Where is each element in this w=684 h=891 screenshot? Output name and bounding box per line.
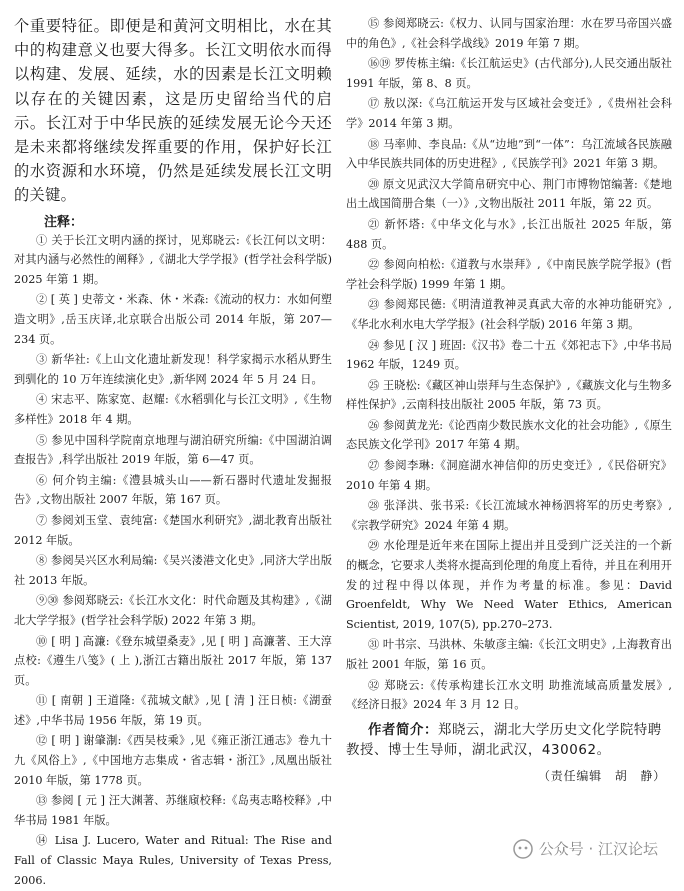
- note-item: ⑨㉚ 参阅郑晓云:《长江水文化：时代命题及其构建》,《湖北大学学报》(哲学社会科学版) 2022 年第 3 期。: [14, 594, 332, 627]
- note-item: ㉕ 王晓松:《藏区神山崇拜与生态保护》,《藏族文化与生物多样性保护》,云南科技出版社 2005 年版，第 73 页。: [346, 378, 672, 412]
- author-text: 郑晓云，湖北大学历史文化学院特聘教授、博士生导师，湖北武汉，430062。: [346, 722, 662, 758]
- note-item: ㉖ 参阅黄龙光:《论西南少数民族水文化的社会功能》,《原生态民族文化学刊》2017 年第 4 期。: [346, 418, 672, 452]
- body-paragraph: 个重要特征。即便是和黄河文明相比，水在其中的构建意义也要大得多。长江文明依水而得以构建、发展、延续，水的因素是长江文明赖以存在的关键因素，这是历史留给当代的启示。长江对于中华民族的延续发展无论今天还是未来都将继续发挥重要的作用，保护好长江的水资源和水环境，仍然是延续发展长江文明的关键。: [14, 17, 332, 205]
- author-label: 作者简介：: [368, 722, 438, 738]
- note-item: ⑰ 敖以深:《乌江航运开发与区域社会变迁》,《贵州社会科学》2014 年第 3 期。: [346, 97, 672, 130]
- author-bio: [346, 721, 672, 761]
- note-item: ⑫ [ 明 ] 谢肇淛:《西吴枝乘》,见《雍正浙江通志》卷九十九《风俗上》,《中国地方志集成・省志辑・浙江》,凤凰出版社 2010 年版，第 1778 页。: [14, 734, 332, 787]
- note-item: ④ 宋志平、陈家宽、赵耀:《水稻驯化与长江文明》,《生物多样性》2018 年 4 期。: [14, 393, 332, 426]
- note-item: ⑯⑲ 罗传栋主编:《长江航运史》(古代部分),人民交通出版社 1991 年版，第 8、8 页。: [346, 57, 672, 90]
- note-item: ㉒ 参阅向柏松:《道教与水崇拜》,《中南民族学院学报》(哲学社会科学版) 1999 年第 1 期。: [346, 258, 672, 291]
- note-item: ⑩ [ 明 ] 高濂:《登东城望桑麦》,见 [ 明 ] 高濂著、王大淳点校:《遵生八笺》( 上 ),浙江古籍出版社 2017 年版，第 137 页。: [14, 634, 332, 687]
- note-item: ⑳ 原文见武汉大学简帛研究中心、荆门市博物馆编著:《楚地出土战国简册合集（一）》,文物出版社 2011 年版，第 22 页。: [346, 177, 672, 211]
- note-item: ⑧ 参阅吴兴区水利局编:《吴兴溇港文化史》,同济大学出版社 2013 年版。: [14, 554, 332, 587]
- notes-heading: 注释：: [44, 214, 84, 230]
- note-item: ㉙ 水伦理是近年来在国际上提出并且受到广泛关注的一个新的概念，它要求人类将水提高到伦理的角度上看待，并且在利用开发的过程中得以体现，并作为考量的标准。参见：David Groenfeldt, Why We Need Water Ethics, American Scientist, 2019, 107(5), pp.270–273.: [346, 539, 672, 631]
- watermark: [513, 838, 658, 859]
- note-item: ⑦ 参阅刘玉堂、袁纯富:《楚国水利研究》,湖北教育出版社 2012 年版。: [14, 513, 332, 547]
- editor-credit: （责任编辑 胡 静）: [537, 768, 666, 783]
- note-item: ㉔ 参见 [ 汉 ] 班固:《汉书》卷二十五《郊祀志下》,中华书局 1962 年版，1249 页。: [346, 338, 672, 372]
- note-item: ㉓ 参阅郑民德:《明清道教神灵真武大帝的水神功能研究》,《华北水利水电大学学报》(社会科学版) 2016 年第 3 期。: [346, 298, 672, 331]
- note-item: ⑥ 何介钧主编:《澧县城头山——新石器时代遗址发掘报告》,文物出版社 2007 年版，第 167 页。: [14, 473, 332, 507]
- note-item: ③ 新华社:《上山文化遗址新发现！科学家揭示水稻从野生到驯化的 10 万年连续演化史》,新华网 2024 年 5 月 24 日。: [14, 353, 332, 386]
- wechat-icon: [513, 839, 533, 859]
- notes-list-left: [14, 231, 332, 891]
- note-item: ㉑ 新怀塔:《中华文化与水》,长江出版社 2025 年版，第 488 页。: [346, 217, 672, 251]
- note-item: ⑭ Lisa J. Lucero, Water and Ritual: The Rise and Fall of Classic Maya Rules, University of Texas Press, 2006.: [14, 834, 332, 887]
- note-item: ⑤ 参见中国科学院南京地理与湖泊研究所编:《中国湖泊调查报告》,科学出版社 2019 年版，第 6—47 页。: [14, 433, 332, 467]
- left-column: [14, 14, 332, 891]
- note-item: ㉗ 参阅李琳:《洞庭湖水神信仰的历史变迁》,《民俗研究》2010 年第 4 期。: [346, 459, 672, 492]
- right-column: [346, 14, 672, 784]
- notes-list-right: [346, 14, 672, 715]
- note-item: ⑱ 马率帅、李良品:《从“边地”到“一体”：乌江流域各民族融入中华民族共同体的历史进程》,《民族学刊》2021 年第 3 期。: [346, 137, 672, 171]
- note-item: ⑪ [ 南朝 ] 王道隆:《菰城文献》,见 [ 清 ] 汪日桢:《湖蚕述》,中华书局 1956 年版，第 19 页。: [14, 694, 332, 727]
- note-item: ② [ 英 ] 史蒂文・米森、休・米森:《流动的权力：水如何塑造文明》,岳玉庆译,北京联合出版公司 2014 年版，第 207—234 页。: [14, 293, 332, 346]
- watermark-text: 公众号 · 江汉论坛: [538, 840, 658, 858]
- note-item: ㉛ 叶书宗、马洪林、朱敏彦主编:《长江文明史》,上海教育出版社 2001 年版，第 16 页。: [346, 638, 672, 671]
- note-item: ㉜ 郑晓云:《传承构建长江水文明 助推流域高质量发展》,《经济日报》2024 年 3 月 12 日。: [346, 678, 672, 712]
- note-item: ⑮ 参阅郑晓云:《权力、认同与国家治理：水在罗马帝国兴盛中的角色》,《社会科学战线》2019 年第 7 期。: [346, 17, 672, 50]
- note-item: ① 关于长江文明内涵的探讨，见郑晓云:《长江何以文明：对其内涵与必然性的阐释》,《湖北大学学报》(哲学社会科学版) 2025 年第 1 期。: [14, 233, 332, 286]
- note-item: ㉘ 张泽洪、张书采:《长江流域水神杨泗将军的历史考察》,《宗教学研究》2024 年第 4 期。: [346, 499, 672, 532]
- note-item: ⑬ 参阅 [ 元 ] 汪大渊著、苏继庼校释:《岛夷志略校释》,中华书局 1981 年版。: [14, 794, 332, 827]
